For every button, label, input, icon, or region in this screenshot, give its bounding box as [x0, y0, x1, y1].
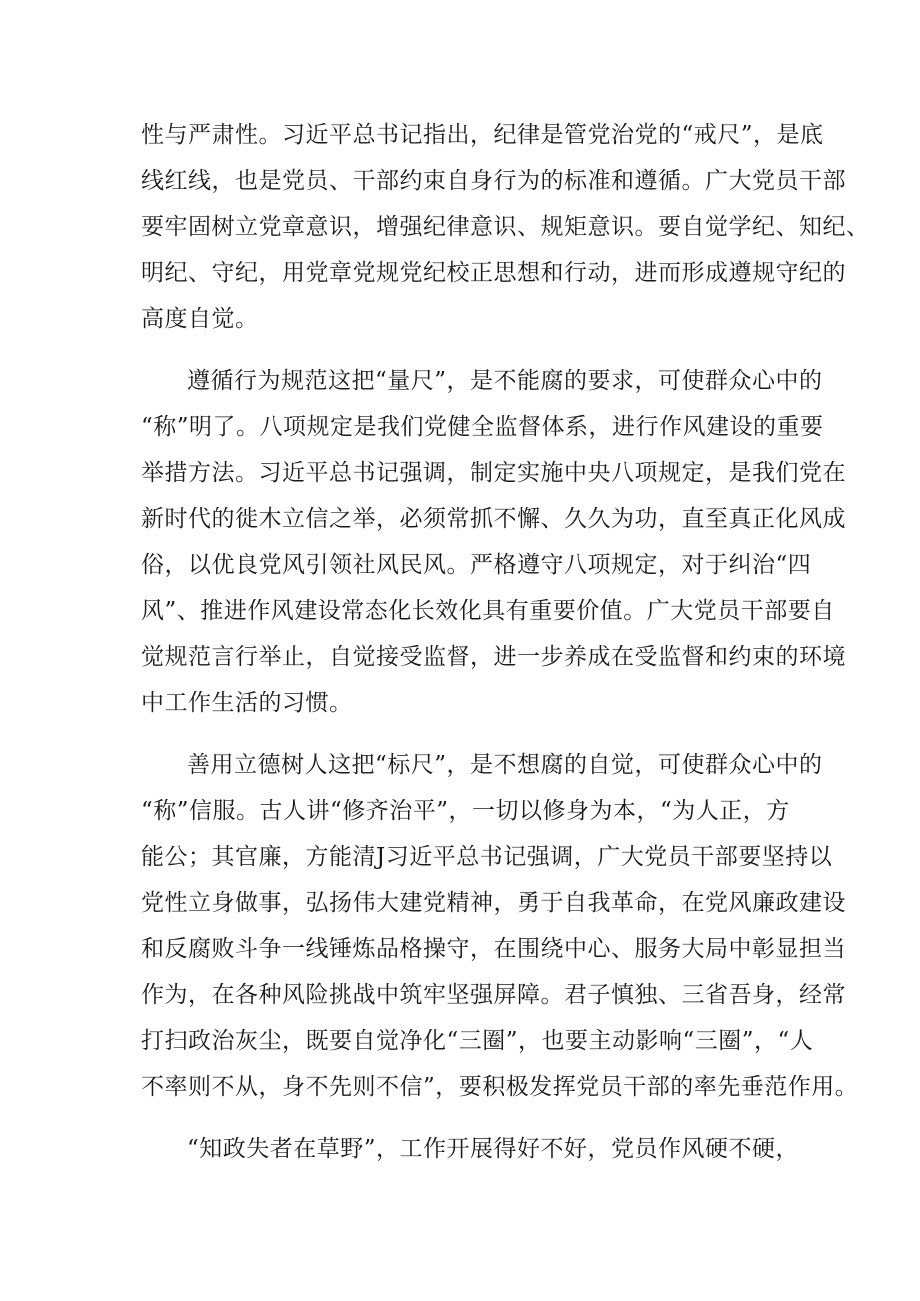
text-line: 和反腐败斗争一线锤炼品格操守，在围绕中心、服务大局中彰显担当: [141, 936, 846, 962]
text-line: 高度自觉。: [141, 306, 259, 332]
text-line: 觉规范言行举止，自觉接受监督，进一步养成在受监督和约束的环境: [141, 644, 846, 670]
paragraph-first-line: 遵循行为规范这把“量尺”，是不能腐的要求，可使群众心中的: [187, 368, 823, 394]
text-line: 明纪、守纪，用党章党规党纪校正思想和行动，进而形成遵规守纪的: [141, 260, 846, 286]
text-line: 要牢固树立党章意识，增强纪律意识、规矩意识。要自觉学纪、知纪、: [141, 214, 870, 240]
text-line: 能公；其官廉，方能清J习近平总书记强调，广大党员干部要坚持以: [141, 844, 833, 870]
text-line: 不率则不从，身不先则不信”，要积极发挥党员干部的率先垂范作用。: [141, 1074, 859, 1100]
text-line: 风”、推进作风建设常态化长效化具有重要价值。广大党员干部要自: [141, 598, 835, 624]
text-line: 党性立身做事，弘扬伟大建党精神，勇于自我革命，在党风廉政建设: [141, 890, 846, 916]
paragraph-first-line: “知政失者在草野”，工作开展得好不好，党员作风硬不硬，: [187, 1136, 800, 1162]
paragraph-first-line: 善用立德树人这把“标尺”，是不想腐的自觉，可使群众心中的: [187, 752, 823, 778]
text-line: 举措方法。习近平总书记强调，制定实施中央八项规定，是我们党在: [141, 460, 846, 486]
text-line: 线红线，也是党员、干部约束自身行为的标准和遵循。广大党员干部: [141, 168, 846, 194]
text-line: 打扫政治灰尘，既要自觉净化“三圈”，也要主动影响“三圈”，“人: [141, 1028, 814, 1054]
text-line: 性与严肃性。习近平总书记指出，纪律是管党治党的“戒尺”，是底: [141, 122, 824, 148]
text-line: “称”明了。八项规定是我们党健全监督体系，进行作风建设的重要: [141, 414, 824, 440]
text-line: 俗，以优良党风引领社风民风。严格遵守八项规定，对于纠治“四: [141, 552, 812, 578]
text-line: “称”信服。古人讲“修齐治平”，一切以修身为本，“为人正，方: [141, 798, 790, 824]
text-line: 新时代的徙木立信之举，必须常抓不懈、久久为功，直至真正化风成: [141, 506, 846, 532]
text-line: 作为，在各种风险挑战中筑牢坚强屏障。君子慎独、三省吾身，经常: [141, 982, 846, 1008]
text-line: 中工作生活的习惯。: [141, 690, 353, 716]
